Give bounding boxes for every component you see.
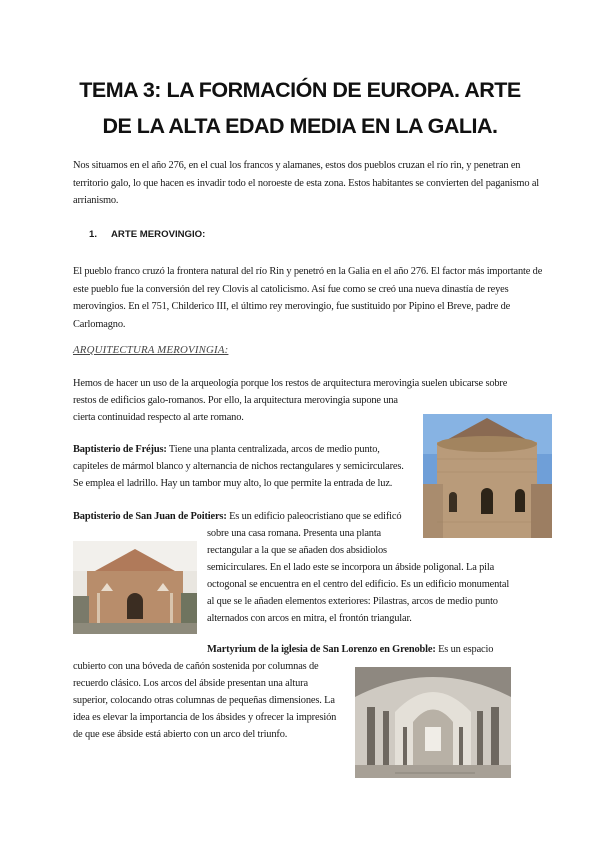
grenoble-line-2: cubierto con una bóveda de cañón sostenida por columnas de bbox=[73, 661, 319, 672]
intro-paragraph: Nos situamos en el año 276, en el cual los francos y alamanes, estos dos pueblos cruzan el río rin, y penetran en territorio galo, lo que hacen es invadir todo el noroeste de esta zona. Estos habitantes se convierten del paganismo al arrianismo. bbox=[73, 160, 540, 207]
poitiers-line-7: alternados con arcos en mitra, el frontón triangular. bbox=[207, 613, 412, 624]
poitiers-line-6: al que se le añaden elementos exteriores: Pilastras, arcos de medio punto bbox=[207, 596, 498, 607]
grenoble-line-6: de que ese ábside está abierto con un arco del triunfo. bbox=[73, 729, 288, 740]
arquitectura-heading: ARQUITECTURA MEROVINGIA: bbox=[73, 344, 229, 356]
title-line-2: DE LA ALTA EDAD MEDIA EN LA GALIA. bbox=[102, 114, 498, 138]
arq-line-2: restos de edificios galo-romanos. Por ello, la arquitectura merovingia supone una bbox=[73, 395, 398, 406]
title-line-1: TEMA 3: LA FORMACIÓN DE EUROPA. ARTE bbox=[79, 78, 521, 102]
arq-line-3: cierta continuidad respecto al arte romano. bbox=[73, 412, 244, 423]
frejus-label: Baptisterio de Fréjus: bbox=[73, 444, 167, 455]
poitiers-line-2: sobre una casa romana. Presenta una planta bbox=[207, 528, 382, 539]
frejus-line-2: capiteles de mármol blanco y alternancia de nichos rectangulares y semicirculares. bbox=[73, 461, 404, 472]
grenoble-text-1: Es un espacio bbox=[435, 644, 494, 655]
grenoble-line-1 bbox=[207, 641, 493, 659]
frejus-text-1: Tiene una planta centralizada, arcos de medio punto, bbox=[166, 444, 380, 455]
grenoble-photo-icon bbox=[355, 667, 511, 778]
poitiers-photo bbox=[73, 541, 197, 634]
grenoble-photo bbox=[355, 667, 511, 778]
frejus-photo bbox=[423, 414, 552, 538]
poitiers-label: Baptisterio de San Juan de Poitiers: bbox=[73, 511, 227, 522]
arq-line-1: Hemos de hacer un uso de la arqueología porque los restos de arquitectura merovingia suelen ubicarse sobre bbox=[73, 378, 508, 389]
poitiers-line-4: semicirculares. En el lado este se incorpora un ábside poligonal. La pila bbox=[207, 562, 495, 573]
grenoble-line-5: idea es elevar la importancia de los ábsides y ofrecer la impresión bbox=[73, 712, 337, 723]
section-1-heading bbox=[89, 229, 205, 240]
grenoble-line-3: recuerdo clásico. Los arcos del ábside presentan una altura bbox=[73, 678, 308, 689]
section-heading-text: ARTE MEROVINGIO: bbox=[111, 229, 206, 240]
grenoble-label: Martyrium de la iglesia de San Lorenzo en Grenoble: bbox=[207, 644, 436, 655]
poitiers-photo-icon bbox=[73, 541, 197, 634]
grenoble-line-4: superior, colocando otras columnas de pequeñas dimensiones. La bbox=[73, 695, 335, 706]
frejus-line-1 bbox=[73, 441, 380, 459]
section-number: 1. bbox=[89, 229, 98, 240]
poitiers-text-1: Es un edificio paleocristiano que se edificó bbox=[226, 511, 402, 522]
poitiers-line-5: octogonal se encuentra en el centro del edificio. Es un edificio monumental bbox=[207, 579, 510, 590]
page-title bbox=[40, 72, 560, 144]
frejus-line-3: Se emplea el ladrillo. Hay un tambor muy alto, lo que permite la entrada de luz. bbox=[73, 478, 393, 489]
frejus-photo-icon bbox=[423, 414, 552, 538]
merovingio-paragraph: El pueblo franco cruzó la frontera natural del río Rin y penetró en la Galia en el año 276. El factor más importante de este pueblo fue la conversión del rey Clovis al catolicismo. Así fue como se creó una nueva dinastía de reyes merovingios. En el 751, Childerico III, el último rey merovingio, fue sustituido por Pipino el Breve, padre de Carlomagno. bbox=[73, 266, 543, 330]
poitiers-line-3: rectangular a la que se añaden dos absidiolos bbox=[207, 545, 387, 556]
poitiers-line-1 bbox=[73, 508, 401, 526]
